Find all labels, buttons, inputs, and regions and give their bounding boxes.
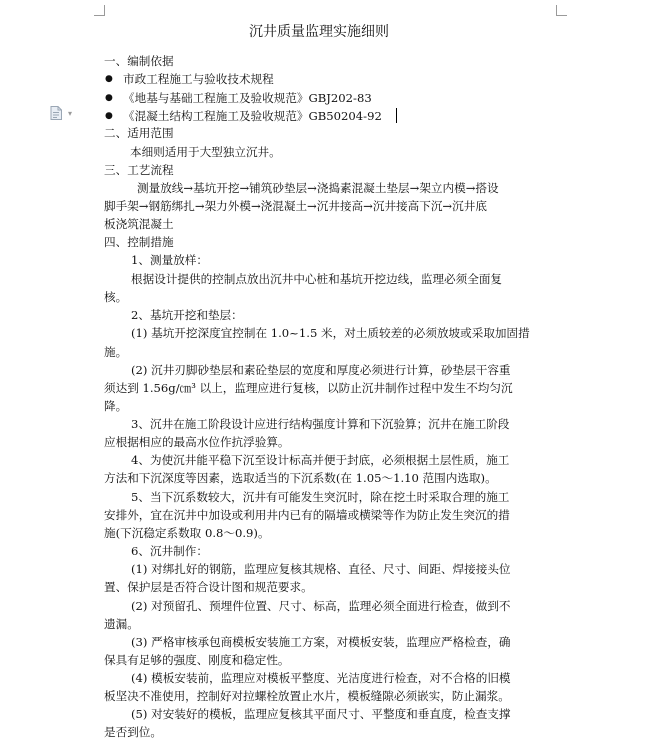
chevron-down-icon[interactable]: ▾ (68, 109, 73, 118)
paragraph-line: 置、保护层是否符合设计图和规范要求。 (104, 580, 313, 594)
heading-3: 三、工艺流程 (104, 163, 174, 177)
subheading: 1、测量放样： (131, 253, 208, 267)
text-cursor (396, 108, 397, 123)
paragraph-line: 测量放线→基坑开挖→铺筑砂垫层→浇捣素混凝土垫层→架立内模→搭设 (137, 181, 499, 195)
paragraph-line: 降。 (104, 399, 128, 413)
paragraph-line: 本细则适用于大型独立沉井。 (130, 145, 281, 159)
heading-2: 二、适用范围 (104, 126, 174, 140)
page-title: 沉井质量监理实施细则 (249, 24, 389, 40)
paragraph-line: 核。 (104, 290, 128, 304)
paragraph-line: 遗漏。 (104, 617, 139, 631)
heading-4: 四、控制措施 (104, 235, 174, 249)
paragraph-line: 3、沉井在施工阶段设计应进行结构强度计算和下沉验算；沉井在施工阶段 (131, 417, 510, 431)
paragraph-line: 根据设计提供的控制点放出沉井中心桩和基坑开挖边线，监理必须全面复 (131, 272, 503, 286)
paragraph-line: 板坚决不准使用，控制好对拉螺栓放置止水片，模板缝隙必须嵌实，防止漏浆。 (104, 689, 510, 703)
paragraph-line: 须达到 1.56g/㎝³ 以上，监理应进行复核，以防止沉井制作过程中发生不均匀沉 (104, 381, 513, 395)
paragraph-line: 施。 (104, 345, 128, 359)
paragraph-line: 脚手架→钢筋绑扎→架力外模→浇混凝土→沉井接高→沉井接高下沉→沉井底 (104, 199, 487, 213)
paragraph-line: 应根据相应的最高水位作抗浮验算。 (104, 435, 290, 449)
paragraph-line: 保具有足够的强度、刚度和稳定性。 (104, 653, 290, 667)
list-item: 《混凝土结构工程施工及验收规范》GB50204-92 (123, 109, 382, 123)
subheading: 6、沉井制作： (131, 544, 208, 558)
document-icon[interactable] (50, 106, 62, 120)
paragraph-line: (2) 沉井刃脚砂垫层和素砼垫层的宽度和厚度必须进行计算，砂垫层干容重 (131, 363, 511, 377)
paragraph-line: 是否到位。 (104, 725, 162, 739)
paragraph-line: (1) 基坑开挖深度宜控制在 1.0~1.5 米，对土质较差的必须放坡或采取加固措 (131, 326, 530, 340)
bullet-dot: ● (105, 93, 113, 103)
paragraph-line: 5、当下沉系数较大，沉井有可能发生突沉时，除在挖土时采取合理的施工 (131, 490, 510, 504)
paragraph-line: (2) 对预留孔、预埋件位置、尺寸、标高，监理必须全面进行检查，做到不 (131, 599, 511, 613)
paragraph-line: (5) 对安装好的模板，监理应复核其平面尺寸、平整度和垂直度，检查支撑 (131, 707, 511, 721)
paragraph-line: 方法和下沉深度等因素，选取适当的下沉系数(在 1.05～1.10 范围内选取)。 (104, 471, 497, 485)
bullet-dot: ● (105, 111, 113, 121)
bullet-dot: ● (105, 74, 113, 84)
paragraph-line: 安排外，宜在沉井中加设或利用井内已有的隔墙或横梁等作为防止发生突沉的措 (104, 508, 510, 522)
list-item: 市政工程施工与验收技术规程 (123, 72, 274, 86)
paragraph-line: 板浇筑混凝土 (104, 217, 174, 231)
list-item: 《地基与基础工程施工及验收规范》GBJ202-83 (123, 91, 372, 105)
crop-mark-top-left (94, 5, 105, 16)
heading-1: 一、编制依据 (104, 54, 174, 68)
subheading: 2、基坑开挖和垫层： (131, 308, 243, 322)
paragraph-line: 4、为使沉井能平稳下沉至设计标高并便于封底，必须根据土层性质，施工 (131, 453, 510, 467)
paragraph-line: (3) 严格审核承包商模板安装施工方案，对模板安装，监理应严格检查，确 (131, 635, 511, 649)
crop-mark-top-right (556, 5, 567, 16)
paragraph-line: (1) 对绑扎好的钢筋，监理应复核其规格、直径、尺寸、间距、焊接接头位 (131, 562, 511, 576)
paragraph-line: 施(下沉稳定系数取 0.8～0.9)。 (104, 526, 270, 540)
paragraph-line: (4) 模板安装前，监理应对模板平整度、光洁度进行检查，对不合格的旧模 (131, 671, 511, 685)
